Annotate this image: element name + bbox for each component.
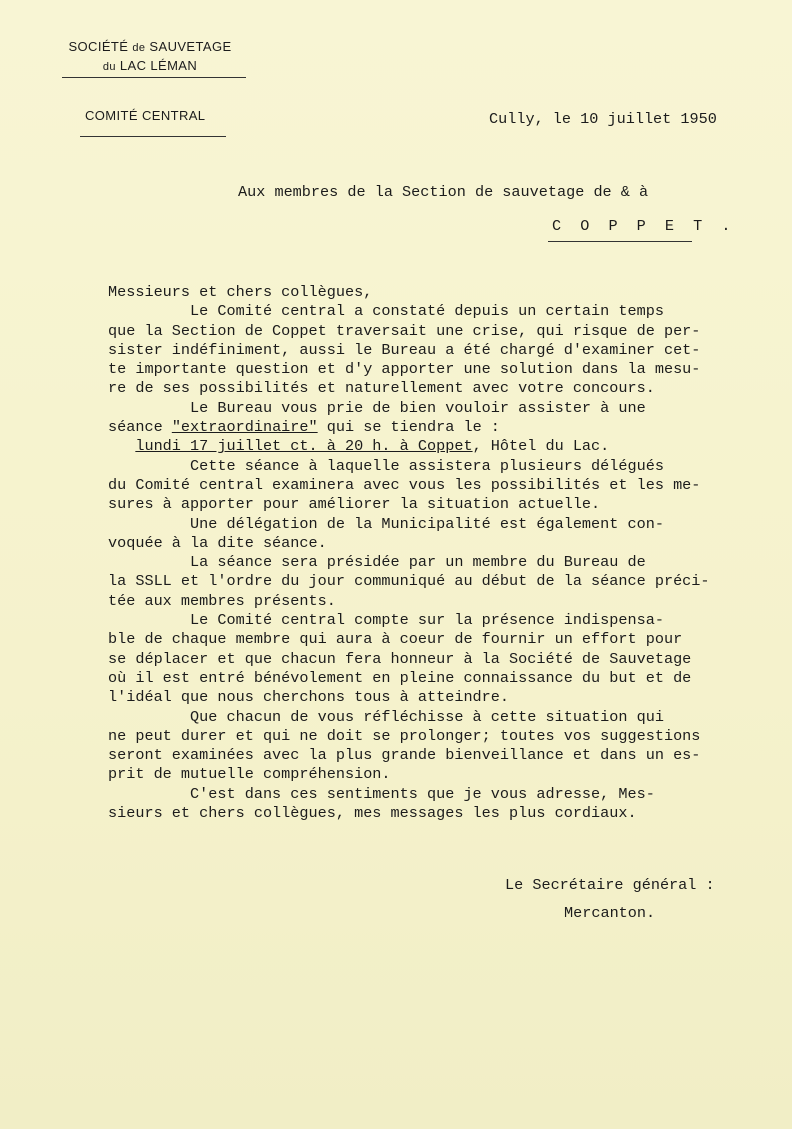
committee-heading: COMITÉ CENTRAL	[85, 108, 206, 123]
recipient-town: C O P P E T .	[552, 217, 736, 235]
meeting-phrase: qui se tiendra le :	[317, 418, 500, 437]
body-line: Le Comité central a constaté depuis un certain temps	[108, 302, 664, 321]
body-line: te importante question et d'y apporter une solution dans la mesu-	[108, 360, 701, 379]
letter-body	[108, 283, 768, 823]
body-line: prit de mutuelle compréhension.	[108, 765, 391, 784]
recipient-line: Aux membres de la Section de sauvetage de & à	[238, 183, 649, 201]
letter-date: Cully, le 10 juillet 1950	[489, 110, 717, 128]
body-line: l'idéal que nous cherchons tous à atteindre.	[108, 688, 510, 707]
body-line: que la Section de Coppet traversait une crise, qui risque de per-	[108, 321, 701, 340]
body-line: La séance sera présidée par un membre du Bureau de	[108, 553, 646, 572]
body-line: Que chacun de vous réfléchisse à cette situation qui	[108, 707, 664, 726]
letterhead-sauvetage: SAUVETAGE	[149, 39, 232, 54]
body-line: sures à apporter pour améliorer la situation actuelle.	[108, 495, 601, 514]
recipient-underline	[548, 241, 692, 242]
signature-name: Mercanton.	[564, 904, 656, 922]
meeting-announcement-line	[108, 418, 768, 437]
body-line: ble de chaque membre qui aura à coeur de fournir un effort pour	[108, 630, 683, 649]
body-line: où il est entré bénévolement en pleine connaissance du but et de	[108, 668, 692, 687]
body-line: du Comité central examinera avec vous les possibilités et les me-	[108, 475, 701, 494]
body-line: C'est dans ces sentiments que je vous adresse, Mes-	[108, 784, 655, 803]
signature-title: Le Secrétaire général :	[505, 876, 715, 894]
seance-word: séance	[108, 418, 172, 437]
letterhead-societe: SOCIÉTÉ	[68, 39, 129, 54]
letterhead-du: du	[102, 61, 116, 73]
committee-underline	[80, 136, 226, 137]
meeting-date-line	[108, 437, 768, 456]
body-line: re de ses possibilités et naturellement avec votre concours.	[108, 379, 655, 398]
body-line: tée aux membres présents.	[108, 591, 336, 610]
letterhead-de: de	[132, 42, 146, 54]
letterhead-lake-line	[52, 57, 248, 76]
body-line: la SSLL et l'ordre du jour communiqué au début de la séance préci-	[108, 572, 710, 591]
salutation: Messieurs et chers collègues,	[108, 283, 373, 301]
body-line: sieurs et chers collègues, mes messages les plus cordiaux.	[108, 804, 637, 823]
letterhead-lac-leman: LAC LÉMAN	[119, 58, 198, 73]
extraordinary-word: "extraordinaire"	[171, 418, 318, 437]
body-line: Le Comité central compte sur la présence indispensa-	[108, 611, 664, 630]
meeting-date: lundi 17 juillet ct. à 20 h. à Coppet	[135, 437, 473, 456]
body-line: se déplacer et que chacun fera honneur à la Société de Sauvetage	[108, 649, 692, 668]
letterhead	[52, 38, 248, 76]
meeting-indent	[108, 437, 135, 455]
body-line: sister indéfiniment, aussi le Bureau a été chargé d'examiner cet-	[108, 340, 701, 359]
letterhead-divider	[62, 77, 246, 78]
body-line: Le Bureau vous prie de bien vouloir assister à une	[108, 398, 646, 417]
body-line: Une délégation de la Municipalité est également con-	[108, 514, 664, 533]
body-line: voquée à la dite séance.	[108, 533, 327, 552]
letterhead-society-line	[52, 38, 248, 57]
body-line: seront examinées avec la plus grande bienveillance et dans un es-	[108, 746, 701, 765]
meeting-place: , Hôtel du Lac.	[472, 437, 610, 456]
body-line: Cette séance à laquelle assistera plusieurs délégués	[108, 456, 664, 475]
body-line: ne peut durer et qui ne doit se prolonger; toutes vos suggestions	[108, 726, 701, 745]
